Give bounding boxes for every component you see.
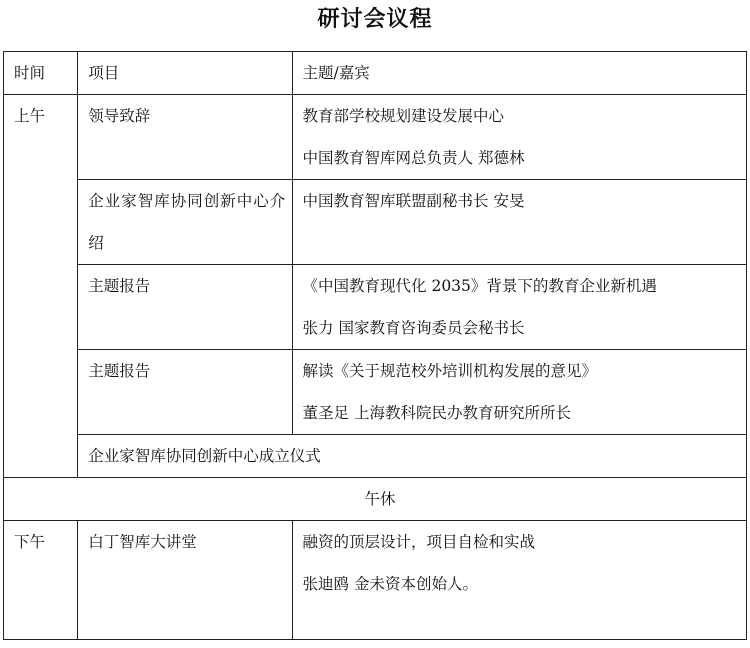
lunch-cell: 午休 (4, 478, 747, 521)
header-topic: 主题/嘉宾 (292, 52, 746, 95)
header-time: 时间 (4, 52, 78, 95)
topic-line: 中国教育智库网总负责人 郑德林 (302, 149, 525, 167)
topic-cell (292, 350, 746, 435)
item-cell: 白丁智库大讲堂 (78, 521, 292, 640)
table-row (4, 265, 747, 350)
header-item: 项目 (78, 52, 292, 95)
topic-cell (292, 265, 746, 350)
topic-cell (292, 95, 746, 180)
topic-line: 董圣足 上海教科院民办教育研究所所长 (302, 404, 571, 422)
item-cell (78, 180, 292, 265)
topic-line: 融资的顶层设计，项目自检和实战 (302, 533, 536, 551)
topic-line: 张力 国家教育咨询委员会秘书长 (302, 319, 525, 337)
item-cell: 主题报告 (78, 350, 292, 435)
topic-line: 教育部学校规划建设发展中心 (302, 107, 505, 125)
page-title: 研讨会议程 (317, 7, 433, 32)
topic-cell (292, 180, 746, 265)
time-cell-afternoon: 下午 (4, 521, 78, 640)
table-row (4, 180, 747, 265)
topic-line: 张迪鸥 金未资本创始人。 (302, 575, 478, 593)
table-row (4, 350, 747, 435)
table-row (4, 521, 747, 640)
item-cell: 领导致辞 (78, 95, 292, 180)
table-header-row (4, 52, 747, 95)
topic-line: 解读《关于规范校外培训机构发展的意见》 (302, 362, 598, 380)
topic-cell (292, 521, 746, 640)
ceremony-cell: 企业家智库协同创新中心成立仪式 (78, 435, 747, 478)
topic-line: 《中国教育现代化 2035》背景下的教育企业新机遇 (302, 277, 657, 295)
table-row (4, 95, 747, 180)
topic-line: 中国教育智库联盟副秘书长 安旻 (302, 192, 525, 210)
lunch-row (4, 478, 747, 521)
agenda-table (3, 51, 747, 640)
item-cell: 主题报告 (78, 265, 292, 350)
time-cell-morning: 上午 (4, 95, 78, 478)
item-text: 企业家智库协同创新中心介绍 (88, 192, 287, 252)
table-row (4, 435, 747, 478)
